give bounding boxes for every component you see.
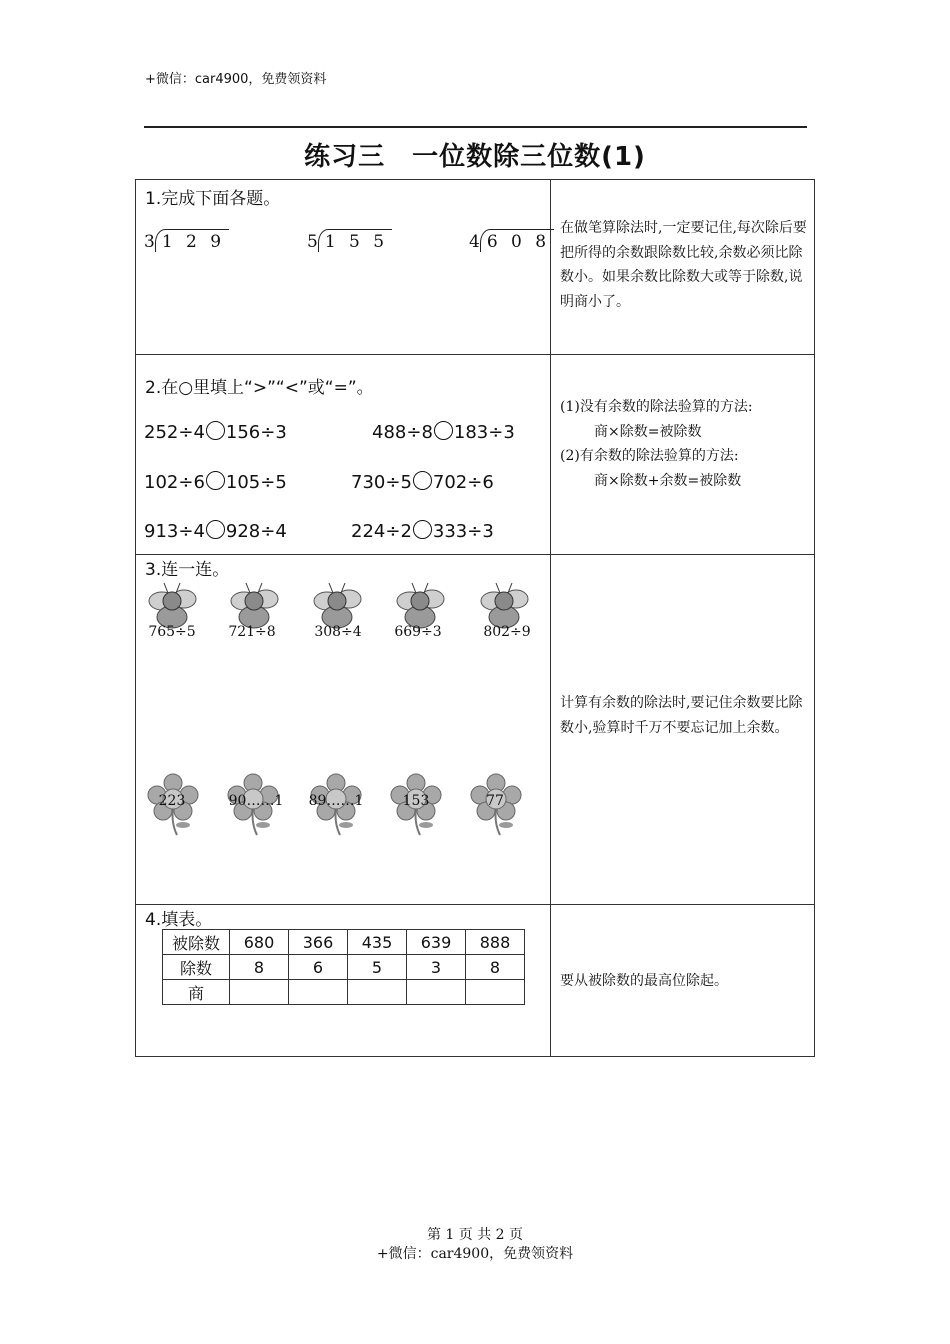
divisor-cell: 5: [348, 955, 407, 980]
question-4-row: [136, 905, 814, 1056]
tip-line: (2)有余数的除法验算的方法:: [560, 448, 739, 464]
compare-left: 102÷6: [144, 472, 205, 493]
question-4-title: 4.填表。: [145, 910, 213, 930]
dividend: 1 5 5: [318, 229, 392, 252]
tip-line: 商×除数=被除数: [594, 423, 702, 440]
dividend: 1 2 9: [155, 229, 229, 252]
bee-expression[interactable]: 721÷8: [228, 624, 276, 640]
header-rule: [144, 126, 807, 128]
question-1-tip: 在做笔算除法时,一定要记住,每次除后要把所得的余数跟除数比较,余数必须比除数小。如果余数比除数大或等于除数,说明商小了。: [560, 220, 807, 310]
row-label: 除数: [163, 955, 230, 980]
flower-answer[interactable]: 223: [158, 793, 186, 809]
compare-right: 156÷3: [225, 422, 287, 443]
compare-right: 928÷4: [225, 521, 287, 542]
division-problem: [307, 229, 392, 252]
divisor-cell: 8: [230, 955, 289, 980]
compare-right: 333÷3: [432, 521, 494, 542]
question-1-row: [136, 180, 814, 355]
question-2-tip: [560, 395, 820, 493]
dividend-cell: 435: [348, 930, 407, 955]
compare-right: 105÷5: [225, 472, 287, 493]
quotient-cell[interactable]: [289, 980, 348, 1005]
division-problem: [144, 229, 229, 252]
answer-circle[interactable]: [434, 421, 453, 440]
question-4-tip: 要从被除数的最高位除起。: [560, 973, 728, 989]
question-3-title: 3.连一连。: [145, 560, 230, 580]
compare-item: [144, 520, 287, 542]
answer-circle[interactable]: [206, 471, 225, 490]
compare-item: [144, 471, 287, 493]
divisor: 5: [307, 232, 318, 252]
flower-answer[interactable]: 77: [486, 793, 504, 809]
flower-answer[interactable]: 89……1: [308, 793, 364, 809]
flower-answer[interactable]: 90……1: [228, 793, 284, 809]
divisor: 4: [469, 232, 480, 252]
question-1-title: 1.完成下面各题。: [145, 189, 281, 209]
compare-left: 224÷2: [351, 521, 412, 542]
header-note: +微信：car4900，免费领资料: [145, 72, 327, 87]
question-3-tip: 计算有余数的除法时,要记住余数要比除数小,验算时千万不要忘记加上余数。: [560, 695, 803, 736]
question-3-row: [136, 555, 814, 905]
question-2-title: 2.在○里填上“>”“<”或“=”。: [145, 378, 374, 398]
compare-left: 488÷8: [372, 422, 433, 443]
divisor: 3: [144, 232, 155, 252]
tip-line: (1)没有余数的除法验算的方法:: [560, 399, 753, 415]
dividend-cell: 888: [466, 930, 525, 955]
divisor-cell: 6: [289, 955, 348, 980]
bee-expression[interactable]: 765÷5: [148, 624, 196, 640]
compare-right: 183÷3: [453, 422, 515, 443]
page-footer: [0, 1226, 950, 1264]
table-row: [163, 930, 525, 955]
divisor-cell: 3: [407, 955, 466, 980]
dividend-cell: 680: [230, 930, 289, 955]
fill-table: [162, 929, 525, 1005]
dividend: 6 0 8: [480, 229, 554, 252]
row-label: 被除数: [163, 930, 230, 955]
table-row: [163, 980, 525, 1005]
worksheet-table: [135, 179, 815, 1057]
answer-circle[interactable]: [413, 520, 432, 539]
bee-expression[interactable]: 802÷9: [483, 624, 531, 640]
compare-item: [351, 471, 494, 493]
compare-left: 252÷4: [144, 422, 205, 443]
answer-circle[interactable]: [413, 471, 432, 490]
answer-circle[interactable]: [206, 421, 225, 440]
tip-line: 商×除数+余数=被除数: [594, 472, 742, 489]
bee-expression[interactable]: 669÷3: [394, 624, 442, 640]
answer-circle[interactable]: [206, 520, 225, 539]
quotient-cell[interactable]: [407, 980, 466, 1005]
column-divider: [550, 905, 551, 1056]
page-title: 练习三 一位数除三位数(1): [304, 142, 646, 172]
column-divider: [550, 355, 551, 554]
quotient-cell[interactable]: [230, 980, 289, 1005]
divisor-cell: 8: [466, 955, 525, 980]
flower-answer[interactable]: 153: [402, 793, 430, 809]
table-row: [163, 955, 525, 980]
column-divider: [550, 180, 551, 354]
compare-right: 702÷6: [432, 472, 494, 493]
compare-item: [144, 421, 287, 443]
compare-left: 913÷4: [144, 521, 205, 542]
compare-item: [351, 520, 494, 542]
column-divider: [550, 555, 551, 904]
footer-note: +微信：car4900，免费领资料: [376, 1246, 574, 1262]
division-problem: [469, 229, 554, 252]
compare-left: 730÷5: [351, 472, 412, 493]
row-label: 商: [163, 980, 230, 1005]
dividend-cell: 639: [407, 930, 466, 955]
quotient-cell[interactable]: [348, 980, 407, 1005]
page-number: 第 1 页 共 2 页: [426, 1227, 524, 1243]
bee-expression[interactable]: 308÷4: [314, 624, 362, 640]
question-2-row: [136, 355, 814, 555]
quotient-cell[interactable]: [466, 980, 525, 1005]
dividend-cell: 366: [289, 930, 348, 955]
compare-item: [372, 421, 515, 443]
